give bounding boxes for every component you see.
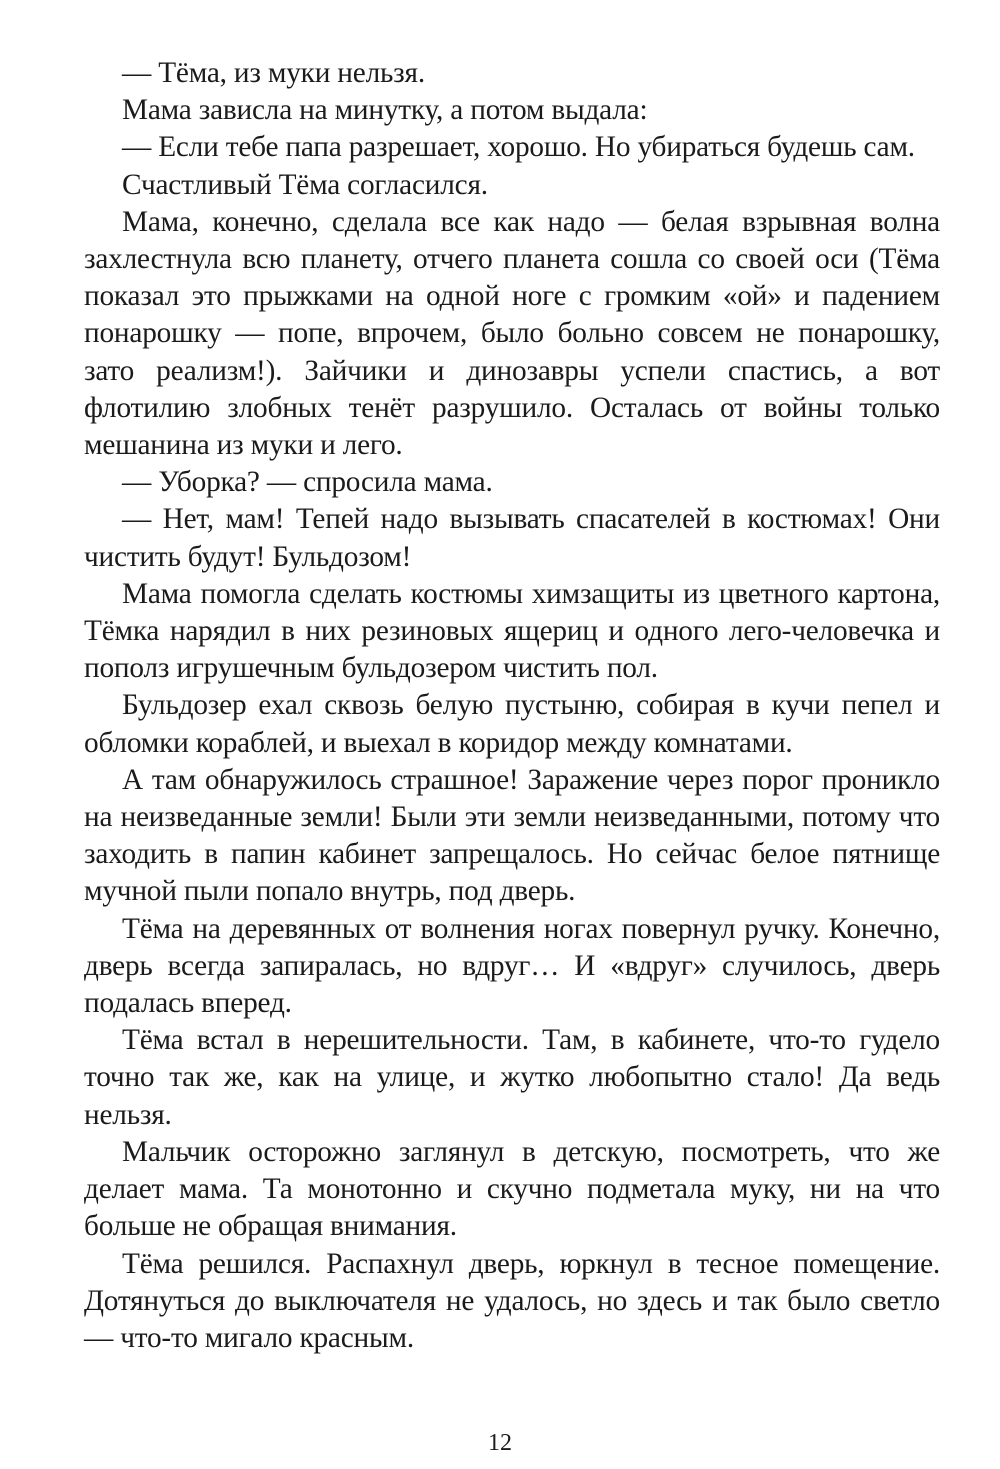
paragraph: Тёма встал в нерешительности. Там, в кабинете, что-то гудело точно так же, как на улице, и жутко любопытно стало! Да ведь нельзя. — [84, 1024, 940, 1131]
paragraph: Мама помогла сделать костюмы химзащиты из цветного картона, Тёмка нарядил в них резиновых ящериц и одного лего-человечка и пополз игрушечным бульдозером чистить пол. — [84, 577, 940, 685]
paragraph: Бульдозер ехал сквозь белую пустыню, собирая в кучи пепел и обломки кораблей, и выехал в коридор между комнатами. — [84, 689, 940, 759]
paragraph: Тёма на деревянных от волнения ногах повернул ручку. Конечно, дверь всегда запиралась, но вдруг… И «вдруг» случилось, дверь подалась вперед. — [84, 912, 940, 1020]
paragraph: Мальчик осторожно заглянул в детскую, посмотреть, что же делает мама. Та монотонно и скучно подметала муку, ни на что больше не обращая внимания. — [84, 1135, 940, 1243]
paragraph: Тёма решился. Распахнул дверь, юркнул в тесное помещение. Дотянуться до выключателя не удалось, но здесь и так было светло — что-то мигало красным. — [84, 1247, 940, 1354]
paragraph: — Уборка? — спросила мама. — [122, 466, 493, 499]
paragraph: Мама, конечно, сделала все как надо — белая взрывная волна захлестнула всю планету, отчего планета сошла со своей оси (Тёма показал это прыжками на одной ноге с громким «ой» и падением понарошку — попе, впрочем, было больно совсем не понарошку, зато реализм!). Зайчики и динозавры успели спастись, а вот флотилию злобных тенёт разрушило. Осталась от войны только мешанина из муки и лего. — [84, 205, 940, 462]
page-number: 12 — [488, 1430, 512, 1456]
paragraph: — Нет, мам! Тепей надо вызывать спасателей в костюмах! Они чистить будут! Бульдозом! — [84, 503, 940, 573]
paragraph: А там обнаружилось страшное! Заражение через порог проникло на неизведанные земли! Были эти земли неизведанными, потому что заходить в папин кабинет запрещалось. Но сейчас белое пятнище мучной пыли попало внутрь, под дверь. — [84, 763, 940, 908]
paragraph: — Если тебе папа разрешает, хорошо. Но убираться будешь сам. — [122, 131, 915, 164]
paragraph: Мама зависла на минутку, а потом выдала: — [122, 94, 648, 127]
body-text — [84, 55, 940, 1357]
paragraph: — Тёма, из муки нельзя. — [122, 57, 425, 89]
paragraph: Счастливый Тёма согласился. — [122, 168, 488, 201]
